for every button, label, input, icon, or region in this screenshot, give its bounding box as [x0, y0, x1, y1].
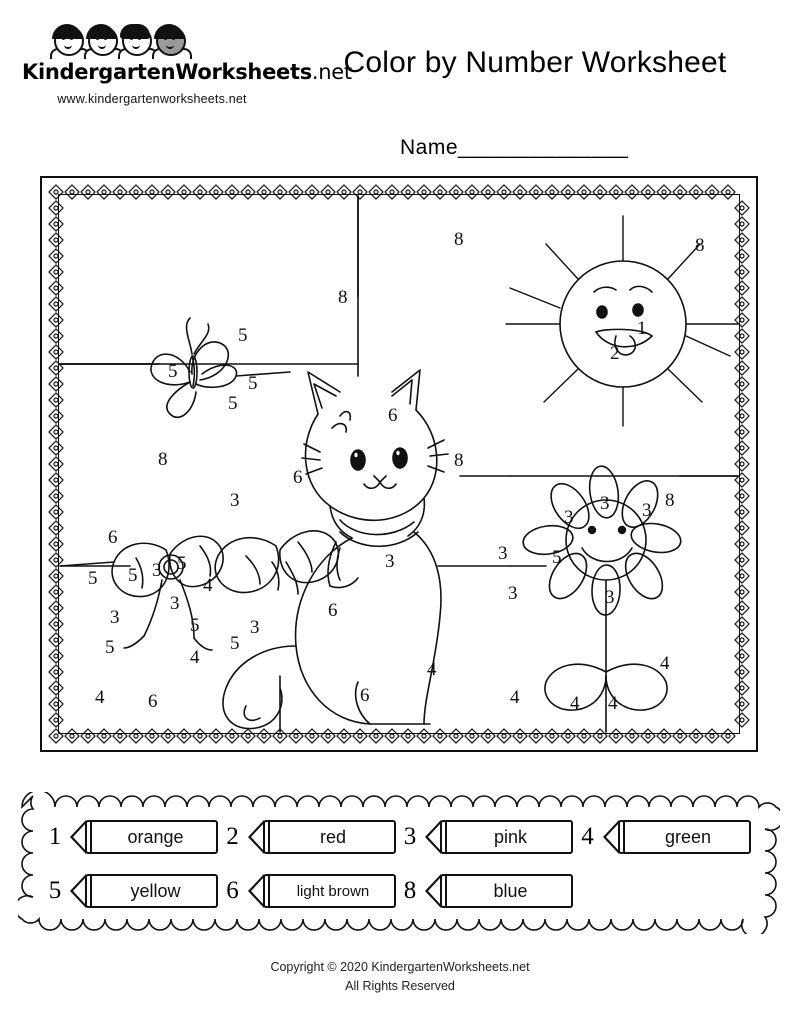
color-number: 3 [600, 493, 610, 514]
legend-color-name: blue [493, 880, 528, 901]
color-number: 6 [360, 685, 370, 706]
color-number: 4 [427, 659, 437, 680]
color-number: 4 [608, 693, 618, 714]
color-number: 6 [293, 467, 303, 488]
legend-item[interactable] [44, 874, 222, 908]
color-number: 3 [230, 490, 240, 511]
color-number: 5 [177, 553, 187, 574]
legend-number: 4 [581, 823, 594, 850]
legend-color-name: red [319, 826, 346, 847]
color-number: 5 [88, 568, 98, 589]
color-number: 4 [510, 687, 520, 708]
crayon-icon [248, 820, 396, 854]
legend-color-name: light brown [296, 882, 370, 900]
copyright-text: Copyright © 2020 KindergartenWorksheets.net [270, 960, 530, 974]
page-footer [0, 958, 800, 996]
legend-number: 8 [403, 877, 417, 904]
logo-wordmark [22, 60, 352, 84]
color-number: 8 [158, 449, 168, 470]
color-number: 4 [95, 687, 105, 708]
color-number: 8 [338, 287, 348, 308]
name-field-label: Name______________ [400, 136, 629, 159]
worksheet-frame [40, 176, 758, 752]
color-number: 4 [570, 693, 580, 714]
rights-text: All Rights Reserved [345, 978, 455, 993]
kid-figure-icon [84, 24, 120, 58]
logo-word-tld: .net [311, 60, 352, 84]
color-number: 5 [552, 547, 562, 568]
crayon-icon [603, 820, 751, 854]
color-number: 3 [385, 551, 395, 572]
legend-row [44, 866, 754, 916]
number-labels [40, 176, 758, 752]
color-number: 3 [498, 543, 508, 564]
legend-number: 6 [226, 877, 239, 904]
crayon-icon [70, 874, 218, 908]
color-number: 6 [108, 527, 118, 548]
color-number: 8 [695, 235, 705, 256]
site-url[interactable]: www.kindergartenworksheets.net [57, 92, 247, 106]
legend-row [44, 812, 754, 862]
color-number: 5 [168, 361, 178, 382]
kids-illustration [50, 24, 250, 58]
kid-figure-icon [152, 24, 188, 58]
color-number: 8 [454, 450, 464, 471]
legend-color-name: orange [127, 826, 184, 847]
color-key-legend [18, 792, 780, 934]
kid-figure-icon [50, 24, 86, 58]
legend-color-name: yellow [130, 880, 181, 901]
color-number: 5 [248, 373, 258, 394]
color-number: 3 [170, 593, 180, 614]
page-header [0, 0, 800, 159]
legend-item[interactable] [222, 874, 400, 908]
color-number: 8 [454, 229, 464, 250]
legend-number: 3 [403, 823, 417, 850]
color-number: 3 [250, 617, 260, 638]
color-number: 6 [148, 691, 158, 712]
color-number: 6 [328, 600, 338, 621]
color-number: 4 [660, 653, 670, 674]
legend-number: 2 [226, 823, 239, 850]
legend-number: 1 [48, 823, 62, 850]
color-number: 5 [230, 633, 240, 654]
logo-word-kindergarten: Kindergarten [22, 60, 176, 84]
legend-item[interactable] [44, 820, 222, 854]
color-number: 5 [105, 637, 115, 658]
legend-number: 5 [48, 877, 62, 904]
color-number: 8 [665, 490, 675, 511]
crayon-icon [425, 820, 573, 854]
color-number: 5 [190, 615, 200, 636]
color-number: 2 [610, 343, 620, 364]
legend-item[interactable] [399, 874, 577, 908]
logo-word-worksheets: Worksheets [175, 60, 312, 84]
color-number: 5 [238, 325, 248, 346]
kid-figure-icon [118, 24, 154, 58]
color-number: 6 [388, 405, 398, 426]
legend-color-name: green [664, 826, 712, 847]
color-number: 4 [190, 647, 200, 668]
color-number: 4 [203, 575, 213, 596]
site-logo[interactable] [22, 24, 352, 106]
crayon-icon [248, 874, 396, 908]
crayon-icon [425, 874, 573, 908]
color-number: 1 [637, 318, 647, 339]
legend-item[interactable] [222, 820, 400, 854]
page-title: Color by Number Worksheet [343, 46, 727, 79]
color-number: 3 [508, 583, 518, 604]
crayon-icon [70, 820, 218, 854]
color-number: 3 [110, 607, 120, 628]
color-number: 3 [605, 587, 615, 608]
legend-color-name: pink [493, 826, 528, 847]
legend-item[interactable] [399, 820, 577, 854]
color-number: 5 [128, 565, 138, 586]
color-number: 3 [642, 500, 652, 521]
color-number: 3 [564, 507, 574, 528]
color-number: 3 [152, 560, 162, 581]
legend-item[interactable] [577, 820, 755, 854]
color-number: 5 [228, 393, 238, 414]
legend-rows [44, 812, 754, 918]
